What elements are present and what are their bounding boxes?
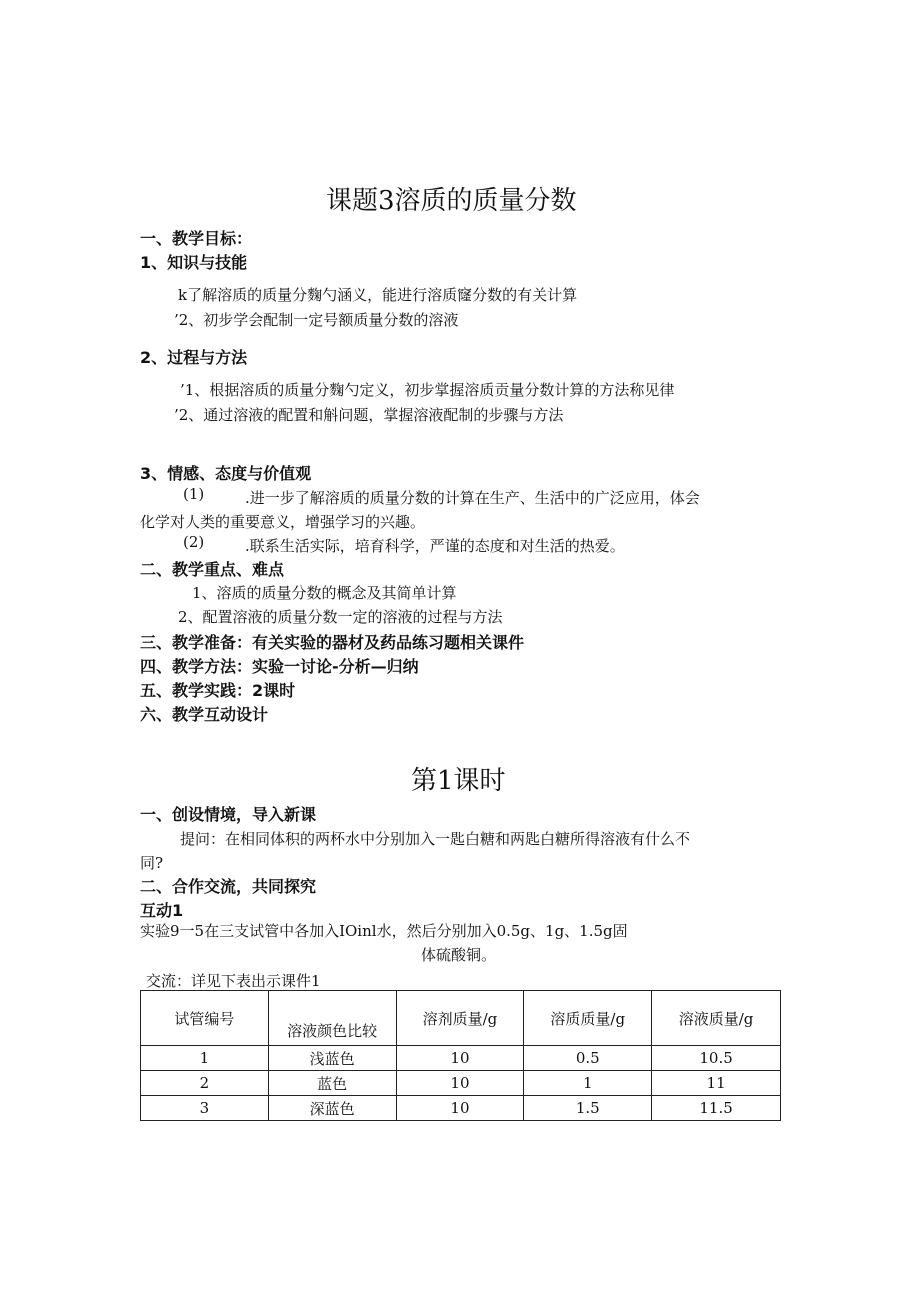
heading-attitude-values: 3、情感、态度与价值观 bbox=[140, 464, 312, 483]
table-header: 溶液质量/g bbox=[652, 991, 781, 1046]
heading-method: 四、教学方法：实验一讨论-分析—归纳 bbox=[140, 657, 419, 676]
knowledge-item-1: k了解溶质的质量分麴勺涵义，能进行溶质窿分数的有关计算 bbox=[178, 286, 578, 304]
table-header: 溶剂质量/g bbox=[396, 991, 524, 1046]
process-item-1: ’1、根据溶质的质量分麴勺定义，初步掌握溶质贡量分数计算的方法称见律 bbox=[180, 381, 675, 399]
table-cell: 蓝色 bbox=[268, 1071, 396, 1096]
process-item-2: ’2、通过溶液的配置和斛问题，掌握溶液配制的步骤与方法 bbox=[174, 406, 564, 424]
table-cell: 10 bbox=[396, 1071, 524, 1096]
table-cell: 深蓝色 bbox=[268, 1096, 396, 1121]
table-header: 试管编号 bbox=[141, 991, 269, 1046]
table-cell: 浅蓝色 bbox=[268, 1046, 396, 1071]
heading-teaching-goals: 一、教学目标： bbox=[140, 229, 253, 248]
experiment-line-1: 实验9一5在三支试管中各加入IOinl水，然后分别加入0.5g、1g、1.5g固 bbox=[140, 922, 628, 940]
table-cell: 2 bbox=[141, 1071, 269, 1096]
lesson-title: 第1课时 bbox=[411, 766, 506, 796]
heading-interaction-design: 六、教学互动设计 bbox=[140, 705, 269, 724]
table-row bbox=[141, 1046, 781, 1071]
attitude-item-2-number: (2) bbox=[183, 533, 205, 551]
table-cell: 10 bbox=[396, 1046, 524, 1071]
page-title: 课题3溶质的质量分数 bbox=[326, 186, 577, 216]
attitude-item-1-line1: .进一步了解溶质的质量分数的计算在生产、生活中的广泛应用，体会 bbox=[245, 489, 700, 507]
heading-interaction-1: 互动1 bbox=[140, 901, 184, 920]
table-cell: 1 bbox=[141, 1046, 269, 1071]
key-point-2: 2、配置溶液的质量分数一定的溶液的过程与方法 bbox=[178, 608, 503, 626]
heading-cooperation: 二、合作交流，共同探究 bbox=[140, 877, 317, 896]
heading-practice: 五、教学实践：2课时 bbox=[140, 681, 296, 700]
experiment-table bbox=[140, 990, 781, 1121]
table-header: 溶液颜色比较 bbox=[268, 991, 396, 1046]
knowledge-item-2: ’2、初步学会配制一定号额质量分数的溶液 bbox=[174, 311, 459, 329]
table-cell: 1.5 bbox=[524, 1096, 652, 1121]
question-line-2: 同? bbox=[140, 854, 164, 872]
exchange-note: 交流：详见下表出示课件1 bbox=[146, 972, 321, 990]
heading-create-scenario: 一、创设情境，导入新课 bbox=[140, 805, 317, 824]
table-cell: 3 bbox=[141, 1096, 269, 1121]
table-cell: 11 bbox=[652, 1071, 781, 1096]
table-cell: 10 bbox=[396, 1096, 524, 1121]
heading-preparation: 三、教学准备：有关实验的器材及药品练习题相关课件 bbox=[140, 633, 525, 652]
question-line-1: 提问：在相同体积的两杯水中分别加入一匙白糖和两匙白糖所得溶液有什么不 bbox=[180, 830, 691, 848]
table-header: 溶质质量/g bbox=[524, 991, 652, 1046]
table-cell: 10.5 bbox=[652, 1046, 781, 1071]
heading-process-method: 2、过程与方法 bbox=[140, 348, 248, 367]
experiment-line-2: 体硫酸铜。 bbox=[421, 946, 497, 964]
heading-knowledge-skills: 1、知识与技能 bbox=[140, 253, 248, 272]
table-cell: 1 bbox=[524, 1071, 652, 1096]
table-cell: 0.5 bbox=[524, 1046, 652, 1071]
attitude-item-2: .联系生活实际，培育科学，严谨的态度和对生活的热爱。 bbox=[245, 537, 625, 555]
table-cell: 11.5 bbox=[652, 1096, 781, 1121]
table-row bbox=[141, 1096, 781, 1121]
attitude-item-1-number: (1) bbox=[183, 485, 205, 503]
table-row bbox=[141, 1071, 781, 1096]
table-header-row bbox=[141, 991, 781, 1046]
key-point-1: 1、溶质的质量分数的概念及其简单计算 bbox=[192, 584, 457, 602]
heading-key-points: 二、教学重点、难点 bbox=[140, 560, 285, 579]
attitude-item-1-line2: 化学对人类的重要意义，增强学习的兴趣。 bbox=[140, 513, 426, 531]
